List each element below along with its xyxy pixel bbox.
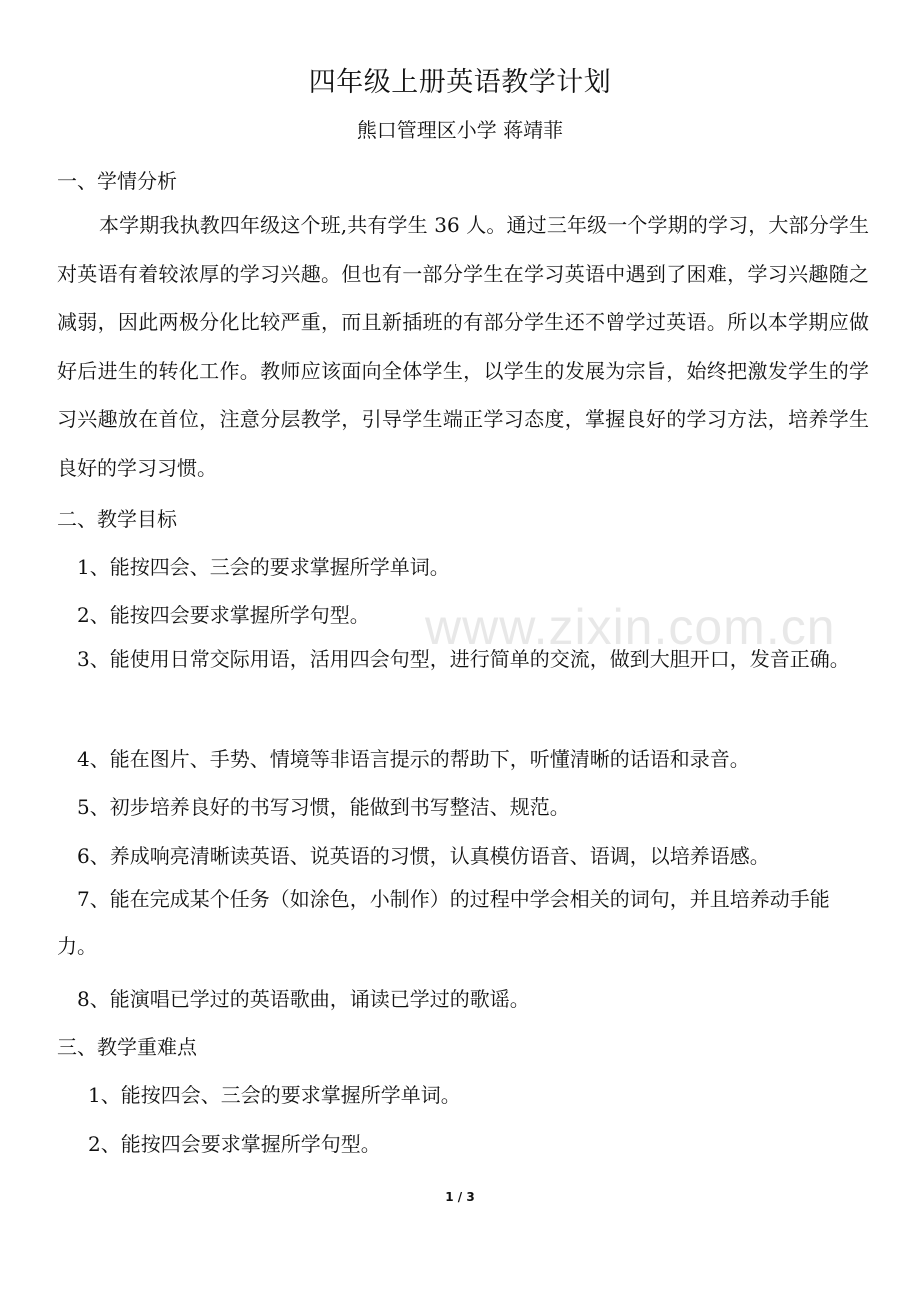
goal-item: 2、能按四会要求掌握所学句型。 [77,603,370,627]
analysis-paragraph: 本学期我执教四年级这个班,共有学生 36 人。通过三年级一个学期的学习，大部分学生对英语有着较浓厚的学习兴趣。但也有一部分学生在学习英语中遇到了困难，学习兴趣随之减弱，因此两极分化比较严重，而且新插班的有部分学生还不曾学过英语。所以本学期应做好后进生的转化工作。教师应该面向全体学生，以学生的发展为宗旨，始终把激发学生的学习兴趣放在首位，注意分层教学，引导学生端正学习态度，掌握良好的学习方法，培养学生良好的学习习惯。 [57,213,869,480]
watermark: www.zixin.com.cn [425,599,836,655]
goal-item: 5、初步培养良好的书写习惯，能做到书写整洁、规范。 [77,795,570,819]
goal-item: 6、养成响亮清晰读英语、说英语的习惯，认真模仿语音、语调，以培养语感。 [77,844,770,868]
key-point-item: 2、能按四会要求掌握所学句型。 [88,1132,381,1156]
section-heading-analysis: 一、学情分析 [57,169,177,193]
page-indicator: 1 / 3 [445,1190,475,1204]
goal-item: 1、能按四会、三会的要求掌握所学单词。 [77,555,450,579]
key-point-item: 1、能按四会、三会的要求掌握所学单词。 [88,1083,461,1107]
author-line: 熊口管理区小学 蒋靖菲 [356,118,564,142]
section-heading-goals: 二、教学目标 [57,507,177,531]
goal-item: 7、能在完成某个任务（如涂色，小制作）的过程中学会相关的词句，并且培养动手能力。 [57,887,830,958]
goal-item: 4、能在图片、手势、情境等非语言提示的帮助下，听懂清晰的话语和录音。 [77,747,750,771]
page-title: 四年级上册英语教学计划 [308,67,612,98]
section-heading-key-points: 三、教学重难点 [57,1035,197,1059]
goal-item: 8、能演唱已学过的英语歌曲，诵读已学过的歌谣。 [77,987,530,1011]
goal-item: 3、能使用日常交际用语，活用四会句型，进行简单的交流，做到大胆开口，发音正确。 [77,647,850,671]
